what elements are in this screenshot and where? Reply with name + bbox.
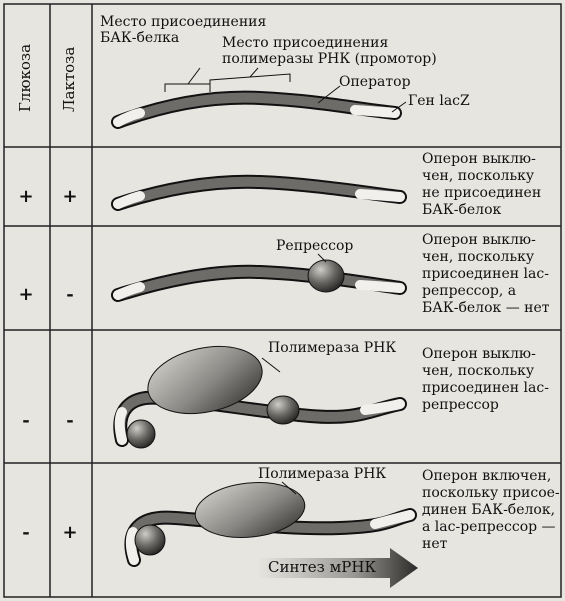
row4-description: Оперон включен, поскольку присое- динен БАК-белок, а lac-репрессор — нет (422, 468, 560, 552)
row4-lactose: + (62, 522, 78, 543)
header-lactose: Лактоза (60, 46, 78, 112)
label-gene: Ген lacZ (408, 93, 470, 109)
label-polymerase-row3: Полимераза РНК (268, 340, 397, 356)
row2-description: Оперон выклю- чен, поскольку присоединен lac- репрессор, а БАК-белок — нет (422, 232, 550, 316)
bak-protein-row4 (135, 525, 165, 555)
row1-description: Оперон выклю- чен, поскольку не присоединен БАК-белок (422, 151, 542, 218)
row2-lactose: - (66, 284, 74, 305)
row3-description: Оперон выклю- чен, поскольку присоединен lac- репрессор (422, 346, 549, 413)
bak-protein-row3 (127, 420, 155, 448)
row2-glucose: + (18, 284, 34, 305)
label-polymerase-row4: Полимераза РНК (258, 466, 387, 482)
row1-glucose: + (18, 186, 34, 207)
mrna-synthesis-label: Синтез мРНК (268, 558, 377, 576)
label-bak-site: Место присоединения БАК-белка (100, 14, 267, 46)
row3-lactose: - (66, 410, 74, 431)
label-operator: Оператор (339, 74, 411, 90)
label-repressor: Репрессор (276, 238, 354, 254)
dna-header (118, 98, 395, 122)
repressor-shape-row3 (267, 396, 299, 424)
dna-row1 (118, 182, 400, 204)
header-glucose: Глюкоза (16, 43, 34, 112)
row4-glucose: - (22, 522, 30, 543)
row1-lactose: + (62, 186, 78, 207)
label-promoter: Место присоединения полимеразы РНК (промотор) (222, 35, 437, 67)
dna-row2 (118, 272, 400, 295)
row3-glucose: - (22, 410, 30, 431)
repressor-shape (308, 260, 344, 292)
